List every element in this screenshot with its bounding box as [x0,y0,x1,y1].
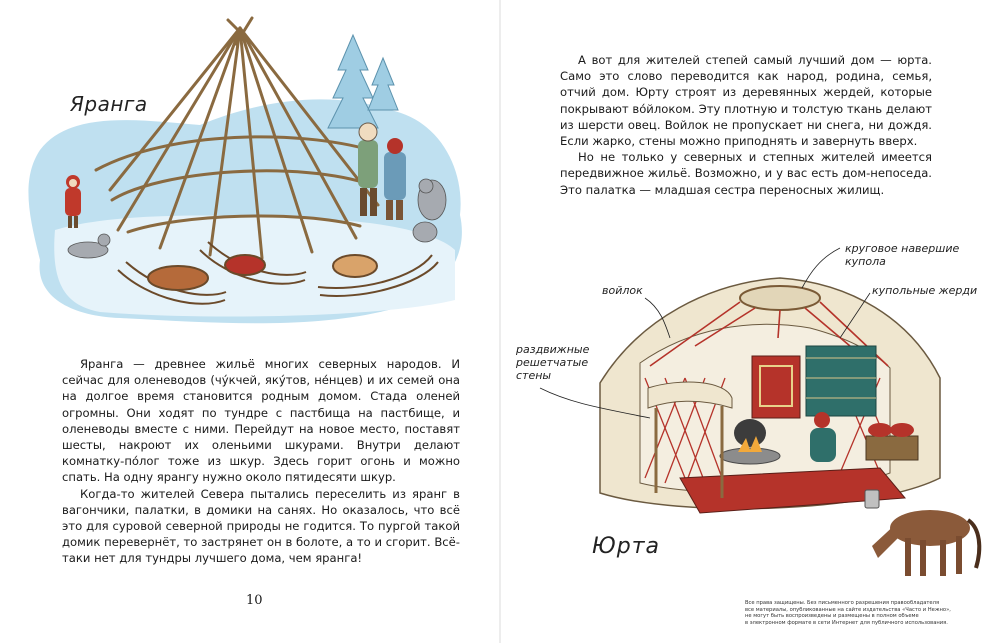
yurt-illustration [510,228,1000,590]
left-page-text [62,356,460,567]
wall-carpet-teal [806,346,876,416]
chest [866,423,918,460]
page-gutter [499,0,501,643]
page-number: 10 [246,593,263,608]
yurt-crown [740,286,820,310]
paragraph: Когда-то жителей Севера пытались переселить из яранг в вагончики, палатки, в домики на санях. Но оказалось, что всё это для суровой северной природы не годится. То пургой такой домик перевернёт, то застрянет он в болоте, а то и сгорит. Всё-таки нет для тундры лучшего дома, чем яранга! [62,486,460,566]
copyright-line: не могут быть воспроизведены и размещены в полном объеме [745,613,919,620]
label-poles: купольные жерди [872,284,978,297]
copyright-line: в электронном формате в сети Интернет для публичного использования. [745,619,948,626]
yaranga-illustration [0,0,470,330]
label-walls: раздвижные решетчатые стены [516,343,590,382]
copyright-line: все материалы, опубликованные на сайте издательства «Часто и Нежно», [745,606,951,613]
fir-tree-2 [368,58,398,110]
label-felt: войлок [602,284,643,297]
yaranga-title: Яранга [70,92,148,116]
paragraph: Яранга — древнее жильё многих северных народов. И сейчас для оленеводов (чу́кчей, яку́тов, не́нцев) и их семей она на долгое время становится родным домом. Стада оленей огромны. Они ходят по тундре с пастбища на пастбище, и оленеводы вместе с ними. Перейдут на новое место, поставят шесты, накроют их оленьими шкурами. Внутри делают комнатку-по́лог тоже из шкур. Здесь горит огонь и можно спать. На одну ярангу нужно около пятидесяти шкур. [62,357,460,485]
label-crown: круговое навершие купола [845,242,960,268]
paragraph: А вот для жителей степей самый лучший дом — юрта. Само это слово переводится как народ, родина, семья, отчий дом. Юрту строят из деревянных жердей, которые покрывают во́йлоком. Эту плотную и толстую ткань делают из шерсти овец. Войлок не пропускает ни снега, ни дождя. Если жарко, стены можно приподнять и завернуть вверх. [560,53,932,149]
horse [872,510,979,576]
dog-3 [413,222,437,242]
copyright-line: Все права защищены. Без письменного разрешения правообладателя [745,600,940,606]
yurt-title: Юрта [592,534,661,559]
bucket [865,490,879,508]
fir-tree-1 [328,35,378,128]
copyright-notice [745,600,995,626]
paragraph: Но не только у северных и степных жителей имеется передвижное жильё. Возможно, и у вас есть дом-непоседа. Это палатка — младшая сестра переносных жилищ. [560,150,932,197]
right-page-text [560,52,932,198]
